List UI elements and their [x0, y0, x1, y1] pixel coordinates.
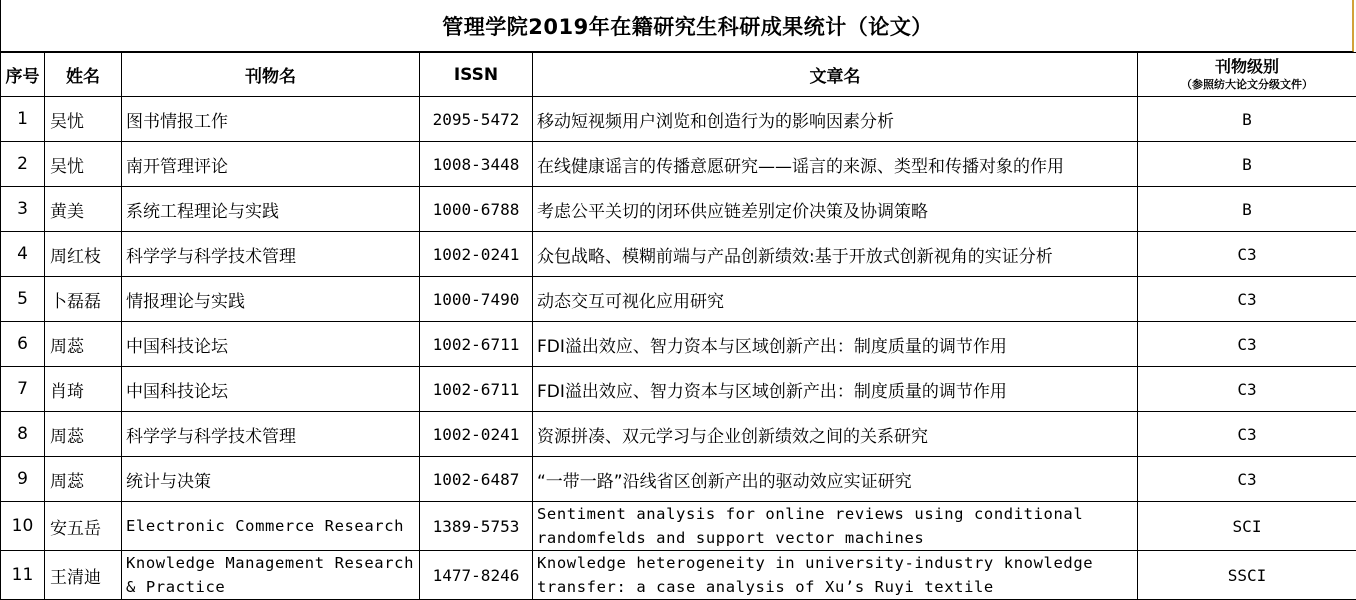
table-row	[1, 232, 1356, 277]
cell-journal[interactable]: 统计与决策	[122, 457, 420, 502]
cell-no[interactable]: 11	[1, 551, 45, 600]
cell-level[interactable]: SSCI	[1138, 551, 1356, 600]
cell-no[interactable]: 7	[1, 367, 45, 412]
cell-journal[interactable]: 中国科技论坛	[122, 367, 420, 412]
cell-name[interactable]: 黄美	[45, 187, 122, 232]
table-row	[1, 322, 1356, 367]
cell-level[interactable]: C3	[1138, 322, 1356, 367]
cell-journal[interactable]: 系统工程理论与实践	[122, 187, 420, 232]
table-row	[1, 97, 1356, 142]
table-row	[1, 551, 1356, 600]
cell-journal[interactable]: 图书情报工作	[122, 97, 420, 142]
table-row	[1, 142, 1356, 187]
cell-journal[interactable]: Electronic Commerce Research	[122, 502, 420, 551]
cell-article[interactable]: 资源拼凑、双元学习与企业创新绩效之间的关系研究	[533, 412, 1138, 457]
cell-name[interactable]: 王清迪	[45, 551, 122, 600]
cell-level[interactable]: C3	[1138, 277, 1356, 322]
cell-issn[interactable]: 1477-8246	[420, 551, 533, 600]
cell-name[interactable]: 肖琦	[45, 367, 122, 412]
cell-journal[interactable]: Knowledge Management Research & Practice	[122, 551, 420, 600]
cell-issn[interactable]: 1000-7490	[420, 277, 533, 322]
cell-level[interactable]: C3	[1138, 457, 1356, 502]
results-table	[0, 52, 1356, 600]
cell-name[interactable]: 卜磊磊	[45, 277, 122, 322]
cell-name[interactable]: 安五岳	[45, 502, 122, 551]
cell-no[interactable]: 5	[1, 277, 45, 322]
cell-issn[interactable]: 2095-5472	[420, 97, 533, 142]
cell-no[interactable]: 9	[1, 457, 45, 502]
cell-level[interactable]: B	[1138, 97, 1356, 142]
cell-journal[interactable]: 科学学与科学技术管理	[122, 412, 420, 457]
cell-level[interactable]: C3	[1138, 412, 1356, 457]
cell-issn[interactable]: 1002-6711	[420, 367, 533, 412]
cell-issn[interactable]: 1002-0241	[420, 232, 533, 277]
table-row	[1, 457, 1356, 502]
cell-no[interactable]: 1	[1, 97, 45, 142]
header-level-note: （参照纺大论文分级文件）	[1138, 77, 1356, 93]
cell-article[interactable]: “一带一路”沿线省区创新产出的驱动效应实证研究	[533, 457, 1138, 502]
cell-journal[interactable]: 科学学与科学技术管理	[122, 232, 420, 277]
cell-no[interactable]: 10	[1, 502, 45, 551]
cell-issn[interactable]: 1002-0241	[420, 412, 533, 457]
cell-name[interactable]: 周蕊	[45, 457, 122, 502]
cell-article[interactable]: FDI溢出效应、智力资本与区域创新产出：制度质量的调节作用	[533, 367, 1138, 412]
cell-level[interactable]: B	[1138, 187, 1356, 232]
cell-level[interactable]: SCI	[1138, 502, 1356, 551]
cell-article[interactable]: Sentiment analysis for online reviews using conditional randomfelds and support vector machines	[533, 502, 1138, 551]
table-row	[1, 277, 1356, 322]
cell-journal[interactable]: 中国科技论坛	[122, 322, 420, 367]
cell-article[interactable]: 动态交互可视化应用研究	[533, 277, 1138, 322]
cell-issn[interactable]: 1002-6487	[420, 457, 533, 502]
page-title: 管理学院2019年在籍研究生科研成果统计（论文）	[420, 11, 932, 41]
title-band	[0, 0, 1354, 52]
cell-name[interactable]: 吴忧	[45, 142, 122, 187]
header-no[interactable]: 序号	[1, 53, 45, 97]
cell-no[interactable]: 8	[1, 412, 45, 457]
cell-no[interactable]: 3	[1, 187, 45, 232]
cell-article[interactable]: 在线健康谣言的传播意愿研究——谣言的来源、类型和传播对象的作用	[533, 142, 1138, 187]
cell-level[interactable]: C3	[1138, 367, 1356, 412]
cell-name[interactable]: 周蕊	[45, 322, 122, 367]
header-article[interactable]: 文章名	[533, 53, 1138, 97]
cell-no[interactable]: 2	[1, 142, 45, 187]
cell-name[interactable]: 吴忧	[45, 97, 122, 142]
cell-level[interactable]: C3	[1138, 232, 1356, 277]
cell-issn[interactable]: 1000-6788	[420, 187, 533, 232]
cell-name[interactable]: 周蕊	[45, 412, 122, 457]
cell-issn[interactable]: 1389-5753	[420, 502, 533, 551]
header-level-label: 刊物级别	[1138, 57, 1356, 77]
cell-issn[interactable]: 1008-3448	[420, 142, 533, 187]
cell-article[interactable]: Knowledge heterogeneity in university-industry knowledge transfer: a case analysis of Xu’s Ruyi textile	[533, 551, 1138, 600]
cell-journal[interactable]: 南开管理评论	[122, 142, 420, 187]
table-row	[1, 502, 1356, 551]
cell-no[interactable]: 4	[1, 232, 45, 277]
cell-no[interactable]: 6	[1, 322, 45, 367]
table-row	[1, 187, 1356, 232]
cell-article[interactable]: 众包战略、模糊前端与产品创新绩效:基于开放式创新视角的实证分析	[533, 232, 1138, 277]
header-level[interactable]	[1138, 53, 1356, 97]
header-journal[interactable]: 刊物名	[122, 53, 420, 97]
cell-level[interactable]: B	[1138, 142, 1356, 187]
cell-journal[interactable]: 情报理论与实践	[122, 277, 420, 322]
cell-name[interactable]: 周红枝	[45, 232, 122, 277]
table-row	[1, 412, 1356, 457]
header-issn[interactable]: ISSN	[420, 53, 533, 97]
cell-article[interactable]: 移动短视频用户浏览和创造行为的影响因素分析	[533, 97, 1138, 142]
table-row	[1, 367, 1356, 412]
header-name[interactable]: 姓名	[45, 53, 122, 97]
header-row	[1, 53, 1356, 97]
cell-article[interactable]: 考虑公平关切的闭环供应链差别定价决策及协调策略	[533, 187, 1138, 232]
cell-issn[interactable]: 1002-6711	[420, 322, 533, 367]
cell-article[interactable]: FDI溢出效应、智力资本与区域创新产出：制度质量的调节作用	[533, 322, 1138, 367]
